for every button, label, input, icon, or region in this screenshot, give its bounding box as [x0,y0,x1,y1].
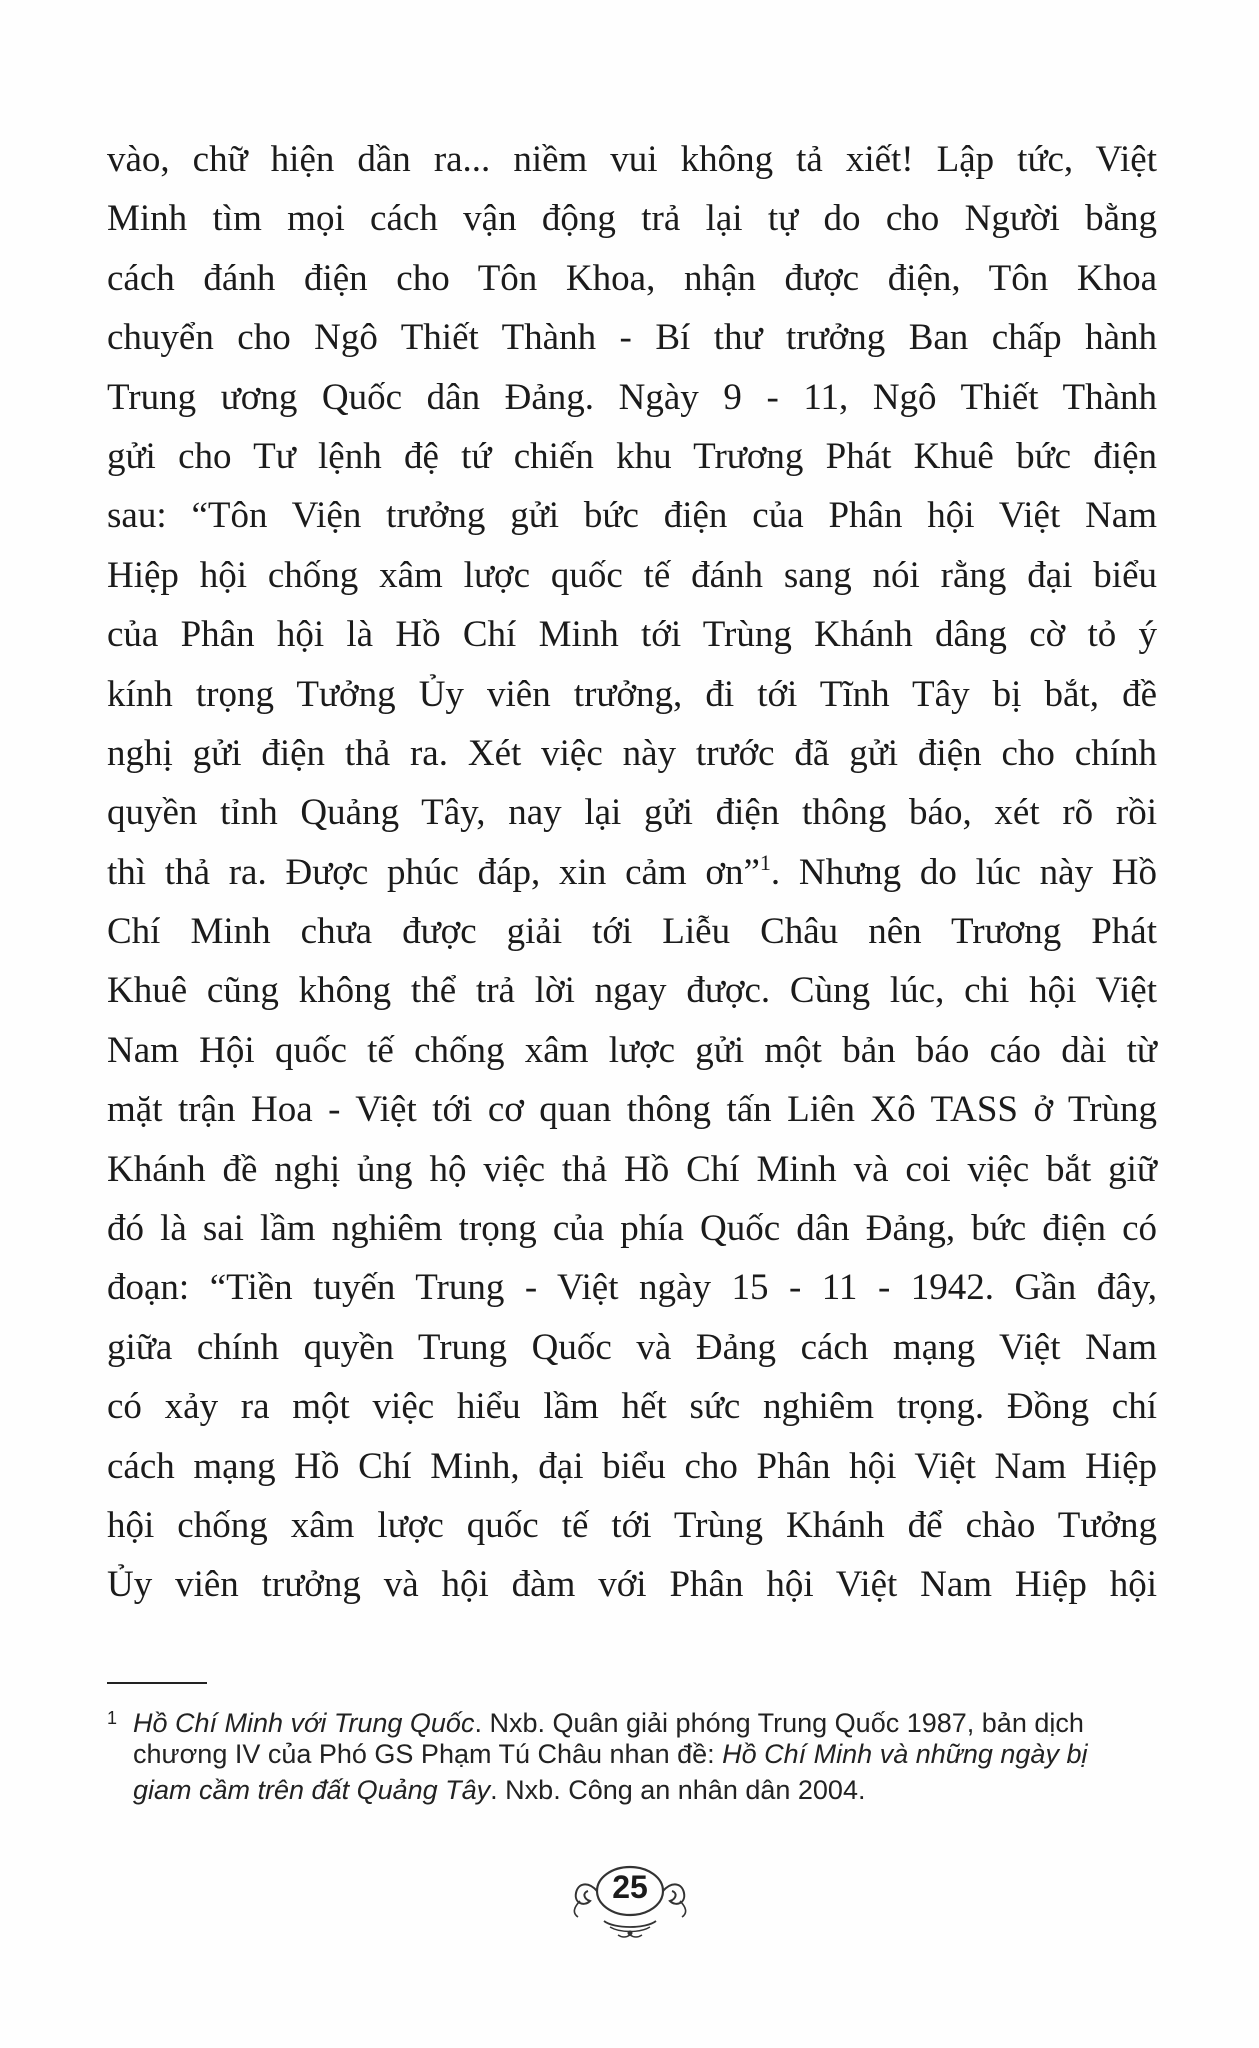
page-number-ornament [560,1855,700,1955]
text-line: hội chống xâm lược quốc tế tới Trùng Khánh để chào Tưởng [107,1504,1157,1546]
text-line: đoạn: “Tiền tuyến Trung - Việt ngày 15 - 11 - 1942. Gần đây, [107,1267,1157,1309]
text-line: Minh tìm mọi cách vận động trả lại tự do cho Người bằng [107,198,1157,240]
text-line: có xảy ra một việc hiểu lầm hết sức nghiêm trọng. Đồng chí [107,1386,1157,1428]
text-segment: . Nhưng do lúc này Hồ [770,851,1157,893]
text-line: quyền tỉnh Quảng Tây, nay lại gửi điện thông báo, xét rõ rồi [107,792,1157,834]
footnote-line [107,1772,1157,1808]
footnote-translated-title: Hồ Chí Minh và những ngày bị [722,1739,1088,1769]
text-line: giữa chính quyền Trung Quốc và Đảng cách mạng Việt Nam [107,1326,1157,1368]
text-line: chuyển cho Ngô Thiết Thành - Bí thư trưởng Ban chấp hành [107,317,1157,359]
footnote [107,1700,1157,1808]
footnote-line [107,1736,1157,1772]
text-line: vào, chữ hiện dần ra... niềm vui không tả xiết! Lập tức, Việt [107,139,1157,180]
text-segment: thì thả ra. Được phúc đáp, xin cảm ơn” [107,851,760,893]
footnote-marker: 1 [107,1708,118,1728]
text-line: nghị gửi điện thả ra. Xét việc này trước đã gửi điện cho chính [107,732,1157,774]
text-line: đó là sai lầm nghiêm trọng của phía Quốc dân Đảng, bức điện có [107,1208,1157,1250]
body-text [107,130,1157,1615]
footnote-line [107,1700,1157,1736]
text-line-with-footnote-ref [107,843,1157,902]
footnote-text: . Nxb. Quân giải phóng Trung Quốc 1987, bản dịch [474,1708,1084,1738]
footnote-divider [107,1682,207,1684]
text-line: sau: “Tôn Viện trưởng gửi bức điện của Phân hội Việt Nam [107,495,1157,537]
footnote-book-title: Hồ Chí Minh với Trung Quốc [133,1708,475,1738]
footnote-reference[interactable]: 1 [759,849,771,875]
text-line: Khuê cũng không thể trả lời ngay được. Cùng lúc, chi hội Việt [107,970,1157,1012]
footnote-text: chương IV của Phó GS Phạm Tú Châu nhan đề: [133,1739,723,1769]
text-line: Khánh đề nghị ủng hộ việc thả Hồ Chí Minh và coi việc bắt giữ [107,1148,1157,1190]
text-line: Hiệp hội chống xâm lược quốc tế đánh sang nói rằng đại biểu [107,554,1157,596]
text-line: cách mạng Hồ Chí Minh, đại biểu cho Phân hội Việt Nam Hiệp [107,1445,1157,1487]
text-line: Chí Minh chưa được giải tới Liễu Châu nên Trương Phát [107,911,1157,953]
text-line: gửi cho Tư lệnh đệ tứ chiến khu Trương Phát Khuê bức điện [107,435,1157,477]
footnote-translated-title-cont: giam cầm trên đất Quảng Tây [133,1775,491,1805]
text-line: kính trọng Tưởng Ủy viên trưởng, đi tới Tĩnh Tây bị bắt, đề [107,673,1157,715]
text-line: Nam Hội quốc tế chống xâm lược gửi một bản báo cáo dài từ [107,1029,1157,1071]
text-line: Trung ương Quốc dân Đảng. Ngày 9 - 11, Ngô Thiết Thành [107,376,1157,418]
text-line: của Phân hội là Hồ Chí Minh tới Trùng Khánh dâng cờ tỏ ý [107,614,1157,656]
text-line: mặt trận Hoa - Việt tới cơ quan thông tấn Liên Xô TASS ở Trùng [107,1089,1157,1131]
footnote-text: . Nxb. Công an nhân dân 2004. [490,1775,866,1805]
text-line: Ủy viên trưởng và hội đàm với Phân hội Việt Nam Hiệp hội [107,1564,1157,1606]
page-number: 25 [612,1869,648,1905]
text-line: cách đánh điện cho Tôn Khoa, nhận được điện, Tôn Khoa [107,257,1157,299]
